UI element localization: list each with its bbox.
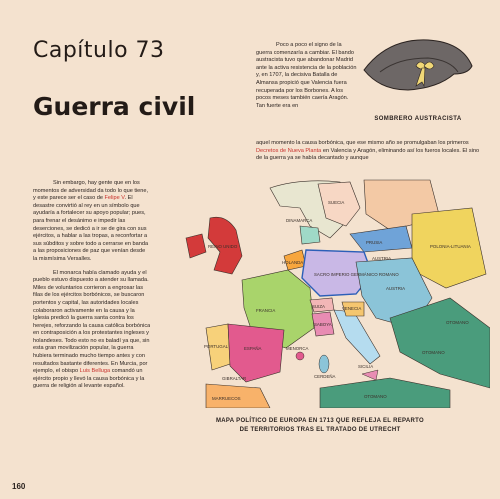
- region-cerdena: [319, 355, 329, 373]
- link-luis-belluga[interactable]: Luis Belluga: [79, 368, 111, 375]
- map-label-saboya: SABOYA: [314, 322, 332, 327]
- hat-caption: SOMBRERO AUSTRACISTA: [374, 116, 462, 122]
- map-label-espana: ESPAÑA: [244, 346, 262, 351]
- text-run: aquel momento la causa borbónica, que ese mismo año se promulgaban los primeros: [256, 140, 469, 146]
- map-label-suecia: SUECIA: [328, 200, 345, 205]
- text-run: El monarca había clamado ayuda y el pueblo estuvo dispuesto a atender su llamada. Miles de voluntarios corrieron a engrosar las filas de los ejércitos borbónicos, se buscaron portentos y capital, las autoridades locales colaboraron activamente en la causa y la Iglesia predicó la guerra santa contra los herejes, reforzando la causa católica borbónica en contraposición a los protestantes ingleses y holandeses. Todo esto no es baladí ya que, sin esta gran movilización popular, la guerra hubiera terminado mucho tiempo antes y con resultados bastante diferentes. En Murcia, por ejemplo, el obispo: [33, 269, 151, 375]
- text-column-top: Poco a poco el signo de la guerra comenzaría a cambiar. El bando austracista tuvo que abandonar Madrid ante la activa resistencia de la población y, en 1707, la decisiva Batalla de Almansa propició que Valencia fuera recuperada por los Borbones. A los pocos meses también caería Aragón. Tan fuerte era en: [256, 42, 357, 109]
- text-run: comandó un ejército propio y llevó la causa borbónica y la guerra de religión al levante español.: [33, 368, 145, 390]
- link-decretos[interactable]: Decretos de Nueva Planta: [256, 147, 322, 154]
- europe-map: [150, 178, 490, 408]
- region-menorca: [296, 352, 304, 360]
- map-label-sacro: SACRO IMPERIO GERMÁNICO ROMANO: [314, 272, 399, 277]
- text-run: Sin embargo, hay gente que en los momentos de adversidad da todo lo que tiene, y este parece ser el caso de: [33, 180, 149, 202]
- paragraph-1: [33, 180, 151, 264]
- link-felipe-v[interactable]: Felipe V: [104, 195, 125, 202]
- hat-illustration: [358, 28, 478, 114]
- map-label-holanda: HOLANDA: [282, 260, 304, 265]
- map-label-venecia: VENECIA: [342, 306, 362, 311]
- chapter-number: Capítulo 73: [33, 38, 165, 63]
- map-label-marruecos: MARRUECOS: [212, 396, 241, 401]
- map-label-otomano-3: OTOMANO: [364, 394, 387, 399]
- map-label-francia: FRANCIA: [256, 308, 276, 313]
- map-label-polonia: POLONIA-LITUANIA: [430, 244, 471, 249]
- region-dinamarca: [300, 226, 320, 244]
- paragraph-2: [33, 270, 151, 392]
- page-title: Guerra civil: [33, 92, 196, 121]
- map-caption-line-2: DE TERRITORIOS TRAS EL TRATADO DE UTRECHT: [239, 427, 401, 433]
- map-label-cerdena: CERDEÑA: [314, 374, 336, 379]
- map-label-otomano-1: OTOMANO: [446, 320, 469, 325]
- text-run: . El desastre convirtió al rey en un símbolo que ayudaría a fortalecer su apoyo popular; pues, para frenar el desánimo e impedir las deserciones, se dedicó a ir se de gira con sus ejércitos, a hablar a las tropas, a reconfortar a sus súbditos y sobre todo a cerrarse en banda a las proposiciones de paz que venían desde la mismísima Versalles.: [33, 195, 149, 262]
- text-column-left: [33, 180, 151, 397]
- text-wide-paragraph: [256, 140, 482, 163]
- text-run: en Valencia y Aragón, eliminando así los fueros locales. El sino de la guerra ya se había decantado y aunque: [256, 147, 480, 162]
- map-label-austria-1: AUSTRIA: [372, 256, 392, 261]
- map-label-sicilia: SICILIA: [358, 364, 374, 369]
- page-number: 160: [12, 482, 26, 491]
- map-label-otomano-2: OTOMANO: [422, 350, 445, 355]
- map-caption-line-1: MAPA POLÍTICO DE EUROPA EN 1713 QUE REFLEJA EL REPARTO: [215, 418, 424, 424]
- map-label-menorca: MENORCA: [286, 346, 309, 351]
- map-label-prusia: PRUSIA: [366, 240, 383, 245]
- map-label-austria-2: AUSTRIA: [386, 286, 406, 291]
- map-label-portugal: PORTUGAL: [204, 344, 229, 349]
- map-label-reino-unido: REINO UNIDO: [208, 244, 238, 249]
- map-caption: [150, 417, 490, 435]
- map-label-gibraltar: GIBRALTAR: [222, 376, 247, 381]
- map-label-suiza: SUIZA: [312, 304, 325, 309]
- map-label-dinamarca: DINAMARCA: [286, 218, 313, 223]
